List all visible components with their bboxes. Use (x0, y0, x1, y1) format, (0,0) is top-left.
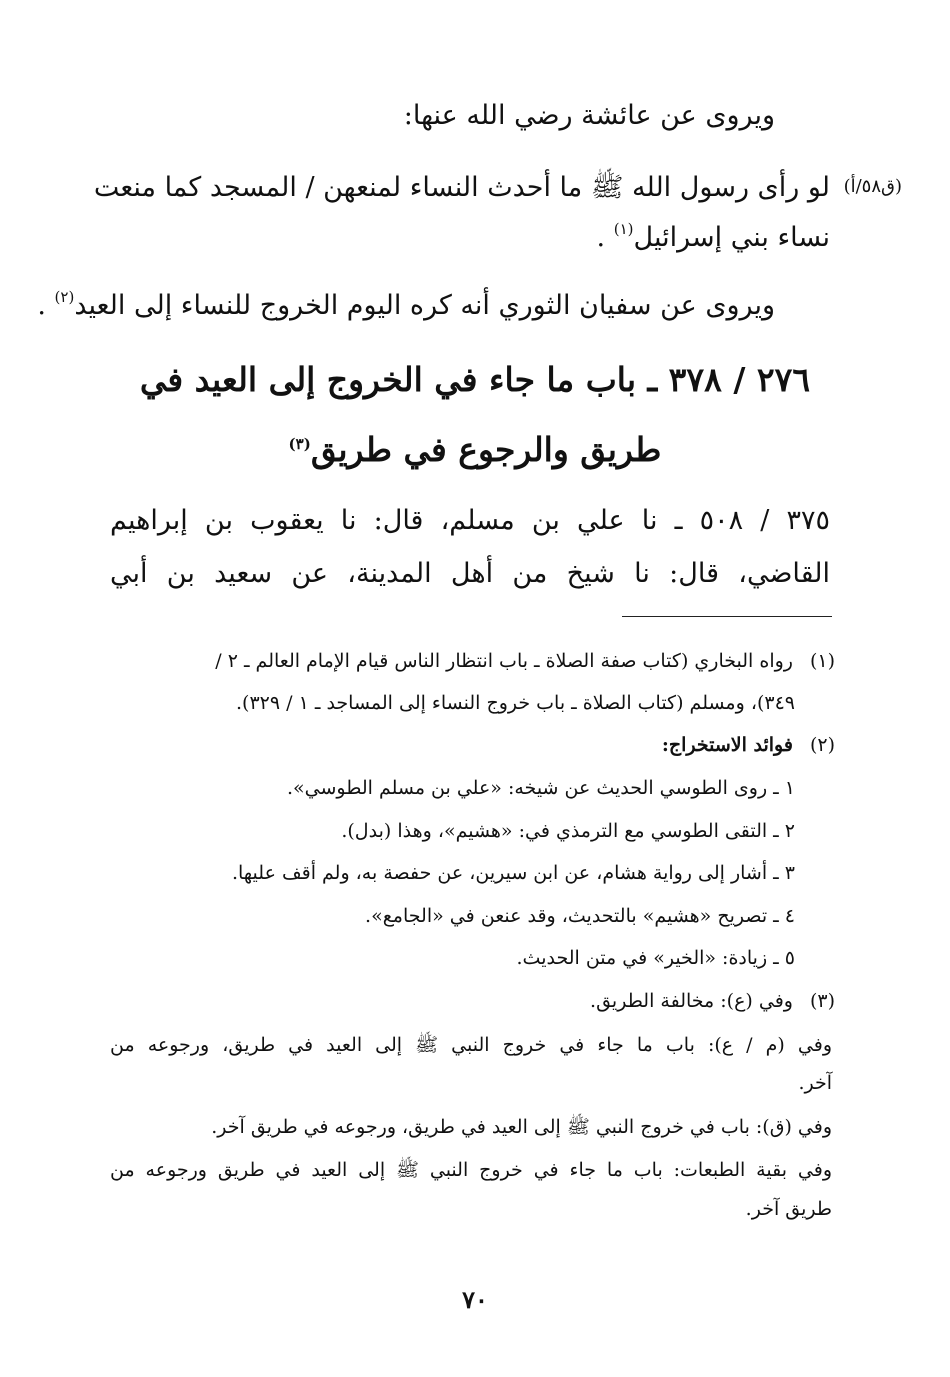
quote-line-2 (110, 222, 830, 253)
footnote-ref-2[interactable]: (٢) (54, 288, 75, 306)
footnote-3-line-1 (110, 990, 835, 1012)
footnote-2-mark: (٢) (809, 734, 835, 756)
footnote-1-text: رواه البخاري (كتاب صفة الصلاة ـ باب انتظار الناس قيام الإمام العالم ـ ٢ / (215, 650, 793, 672)
paragraph-thawri-end: . (37, 290, 55, 321)
footnote-2-item-3: ٣ ـ أشار إلى رواية هشام، عن ابن سيرين، عن حفصة به، ولم أقف عليها. (231, 862, 795, 884)
footnote-ref-3[interactable]: (٣) (288, 435, 311, 453)
hadith-line-1: ٣٧٥ / ٥٠٨ ـ نا علي بن مسلم، قال: نا يعقوب بن إبراهيم (110, 505, 830, 536)
paragraph-aisha-intro (110, 100, 775, 131)
footnote-2-item-4: ٤ ـ تصريح «هشيم» بالتحديث، وقد عنعن في «الجامع». (365, 905, 795, 927)
quote-line-2-text: نساء بني إسرائيل (633, 222, 830, 253)
footnote-1-mark: (١) (809, 650, 835, 672)
footnote-2-item-2: ٢ ـ التقى الطوسي مع الترمذي في: «هشيم»، وهذا (بدل). (341, 820, 795, 842)
footnote-2-title: فوائد الاستخراج: (661, 734, 793, 756)
hadith-line-2: القاضي، قال: نا شيخ من أهل المدينة، عن سعيد بن أبي (110, 558, 830, 589)
footnote-ref-1[interactable]: (١) (613, 220, 634, 238)
quote-line-2-end: . (596, 222, 614, 253)
footnote-3-line-5: وفي بقية الطبعات: باب ما جاء في خروج النبي ﷺ إلى العيد في طريق ورجوعه من (110, 1159, 832, 1181)
page-number: ٧٠ (462, 1285, 488, 1314)
paragraph-aisha-intro-text: ويروى عن عائشة رضي الله عنها: (403, 100, 775, 131)
footnote-2-header (110, 734, 835, 756)
chapter-heading-line-2 (0, 430, 950, 469)
chapter-heading-line-1: ٢٧٦ / ٣٧٨ ـ باب ما جاء في الخروج إلى العيد في (139, 360, 811, 399)
footnote-3-line-3: آخر. (798, 1072, 832, 1094)
footnote-1-line-1 (110, 650, 835, 672)
footnote-divider (622, 616, 832, 617)
manuscript-folio-note: (ق٥٨/أ) (843, 176, 902, 197)
footnote-3-mark: (٣) (809, 990, 835, 1012)
paragraph-thawri-text: ويروى عن سفيان الثوري أنه كره اليوم الخروج للنساء إلى العيد (74, 290, 775, 321)
quote-line-1: لو رأى رسول الله ﷺ ما أحدث النساء لمنعهن / المسجد كما منعت (93, 172, 830, 203)
footnote-3-text: وفي (ع): مخالفة الطريق. (590, 990, 793, 1012)
footnote-3-line-6: طريق آخر. (745, 1198, 832, 1220)
footnote-3-line-2: وفي (م / ع): باب ما جاء في خروج النبي ﷺ إلى العيد في طريق، ورجوعه من (110, 1034, 832, 1056)
footnote-3-line-4: وفي (ق): باب في خروج النبي ﷺ إلى العيد في طريق، ورجوعه في طريق آخر. (211, 1116, 832, 1138)
footnote-2-item-1: ١ ـ روى الطوسي الحديث عن شيخه: «علي بن مسلم الطوسي». (287, 777, 795, 799)
footnote-1-line-2: ٣٤٩)، ومسلم (كتاب الصلاة ـ باب خروج النساء إلى المساجد ـ ١ / ٣٢٩). (236, 692, 795, 714)
chapter-heading-line-2-text: طريق والرجوع في طريق (310, 430, 662, 469)
paragraph-thawri (37, 288, 775, 321)
footnote-2-item-5: ٥ ـ زيادة: «الخير» في متن الحديث. (516, 947, 795, 969)
